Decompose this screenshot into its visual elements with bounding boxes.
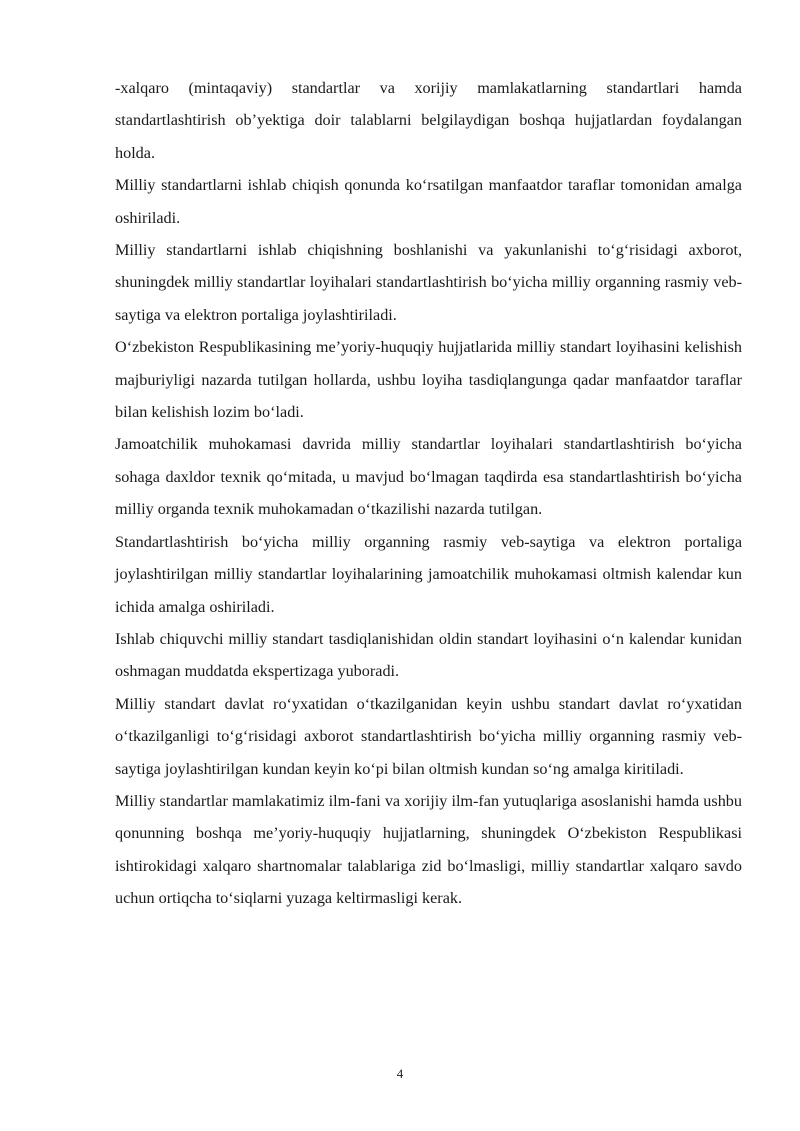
paragraph: Milliy standartlar mamlakatimiz ilm-fani va xorijiy ilm-fan yutuqlariga asoslanishi hamda ushbu qonunning boshqa me’yoriy-huquqiy hujjatlarning, shuningdek O‘zbekiston Respublikasi ishtirokidagi xalqaro shartnomalar talablariga zid bo‘lmasligi, milliy standartlar xalqaro savdo uchun ortiqcha to‘siqlarni yuzaga keltirmasligi kerak. — [115, 791, 742, 908]
page-body — [115, 72, 742, 915]
paragraph: -xalqaro (mintaqaviy) standartlar va xorijiy mamlakatlarning standartlari hamda standartlashtirish ob’yektiga doir talablarni belgilaydigan boshqa hujjatlardan foydalangan holda. — [115, 79, 742, 162]
paragraph: Milliy standart davlat ro‘yxatidan o‘tkazilganidan keyin ushbu standart davlat ro‘yxatidan o‘tkazilganligi to‘g‘risidagi axborot standartlashtirish bo‘yicha milliy organning rasmiy veb-saytiga joylashtirilgan kundan keyin ko‘pi bilan oltmish kundan so‘ng amalga kiritiladi. — [115, 694, 742, 778]
paragraph: Milliy standartlarni ishlab chiqish qonunda ko‘rsatilgan manfaatdor taraflar tomonidan amalga oshiriladi. — [115, 176, 742, 227]
paragraph: O‘zbekiston Respublikasining me’yoriy-huquqiy hujjatlarida milliy standart loyihasini kelishish majburiyligi nazarda tutilgan hollarda, ushbu loyiha tasdiqlangunga qadar manfaatdor taraflar bilan kelishish lozim bo‘ladi. — [115, 338, 742, 422]
page-number: 4 — [396, 1066, 404, 1081]
paragraph: Milliy standartlarni ishlab chiqishning boshlanishi va yakunlanishi to‘g‘risidagi axborot, shuningdek milliy standartlar loyihalari standartlashtirish bo‘yicha milliy organning rasmiy veb-saytiga va elektron portaliga joylashtiriladi. — [115, 241, 742, 324]
paragraph: Standartlashtirish bo‘yicha milliy organning rasmiy veb-saytiga va elektron portaliga joylashtirilgan milliy standartlar loyihalarining jamoatchilik muhokamasi oltmish kalendar kun ichida amalga oshiriladi. — [115, 532, 742, 616]
paragraph: Ishlab chiquvchi milliy standart tasdiqlanishidan oldin standart loyihasini o‘n kalendar kunidan oshmagan muddatda ekspertizaga yuboradi. — [115, 629, 742, 681]
paragraph: Jamoatchilik muhokamasi davrida milliy standartlar loyihalari standartlashtirish bo‘yicha sohaga daxldor texnik qo‘mitada, u mavjud bo‘lmagan taqdirda esa standartlashtirish bo‘yicha milliy organda texnik muhokamadan o‘tkazilishi nazarda tutilgan. — [115, 435, 742, 519]
